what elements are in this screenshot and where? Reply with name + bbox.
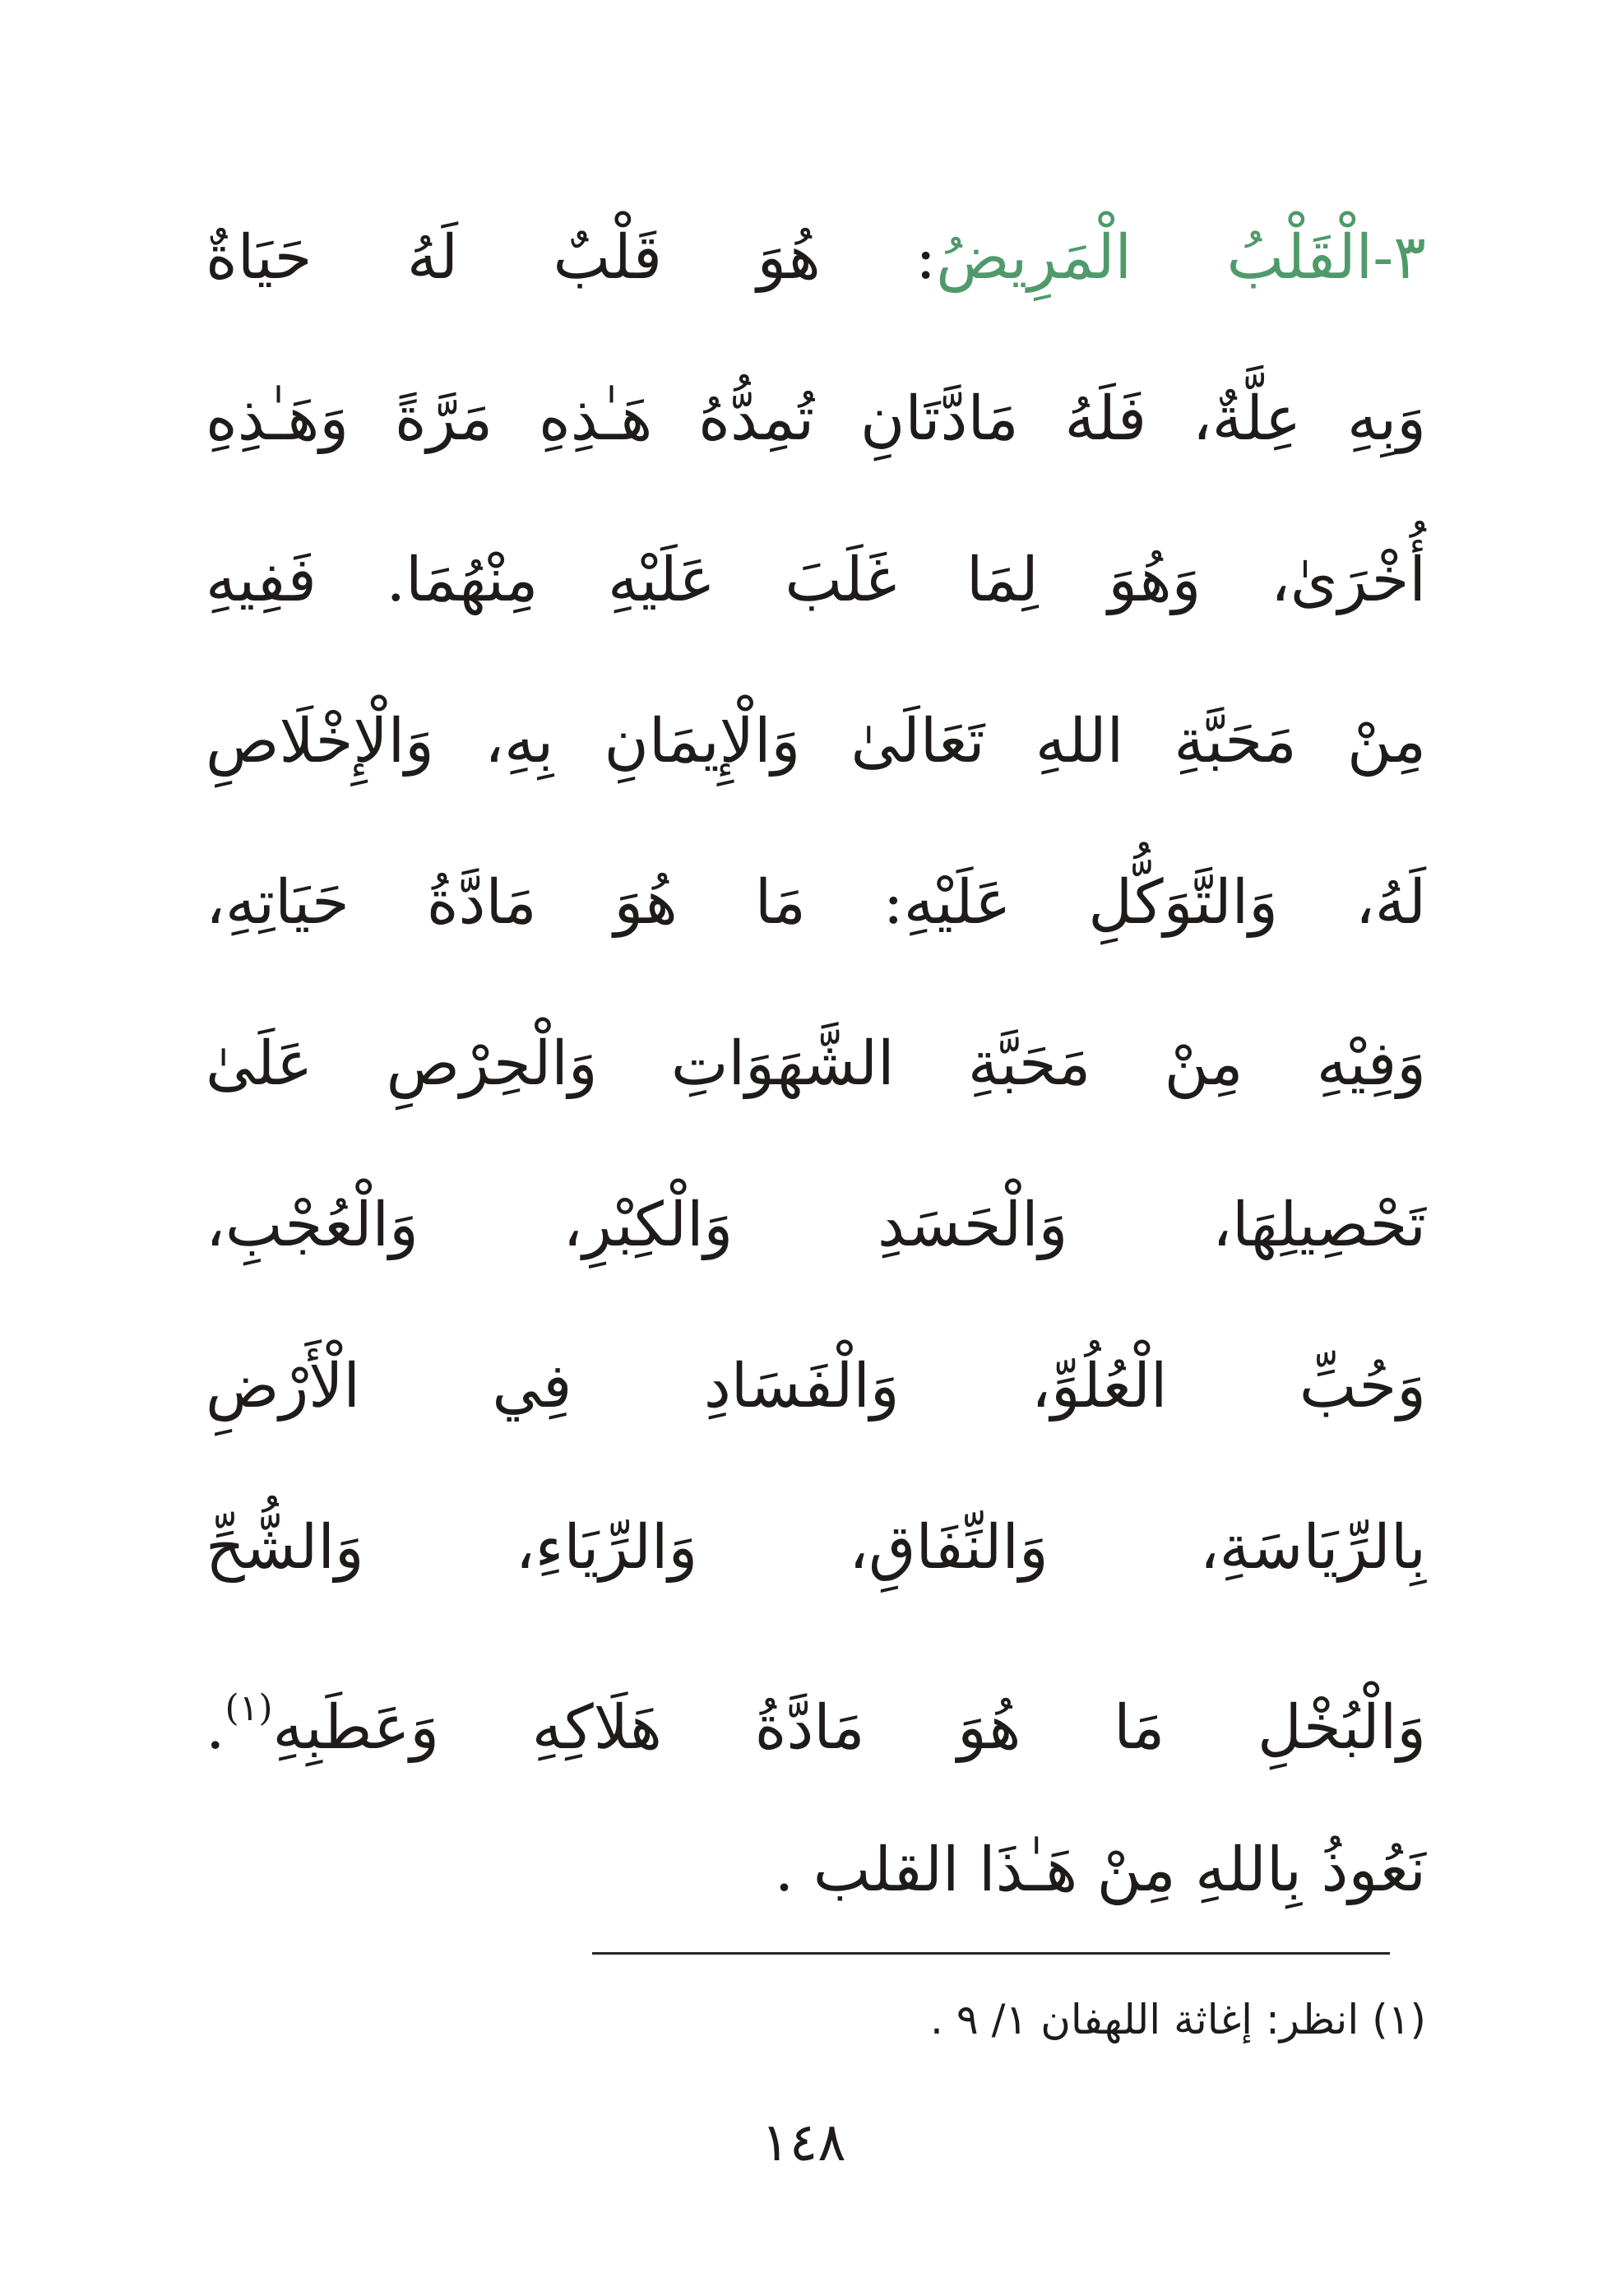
text-line-4: مِنْ مَحَبَّةِ اللهِ تَعَالَىٰ وَالْإِيمَانِ بِهِ، وَالْإِخْلَاصِ <box>206 706 1426 777</box>
text-line-10 <box>206 1628 1426 1789</box>
text-line-3: أُخْرَىٰ، وَهُوَ لِمَا غَلَبَ عَلَيْهِ مِنْهُمَا. فَفِيهِ <box>206 545 1426 615</box>
heading-term: الْقَلْبُ الْمَرِيضُ <box>936 222 1373 293</box>
footnote-text: (١) انظر: إغاثة اللهفان ١/ ٩ . <box>930 1996 1426 2043</box>
text-line-2: وَبِهِ عِلَّةٌ، فَلَهُ مَادَّتَانِ تُمِدُّهُ هَـٰذِهِ مَرَّةً وَهَـٰذِهِ <box>206 383 1426 454</box>
heading-number: ٣- <box>1373 222 1426 293</box>
text-line-6: وَفِيْهِ مِنْ مَحَبَّةِ الشَّهَوَاتِ وَالْحِرْصِ عَلَىٰ <box>206 1028 1426 1099</box>
text-line-10-body: وَالْبُخْلِ مَا هُوَ مَادَّةُ هَلَاكِهِ وَعَطَبِهِ <box>272 1692 1426 1763</box>
text-line-9: بِالرِّيَاسَةِ، وَالنِّفَاقِ، وَالرِّيَاءِ، وَالشُّحِّ <box>206 1512 1426 1583</box>
main-text-block <box>206 177 1426 1950</box>
text-line-7: تَحْصِيلِهَا، وَالْحَسَدِ وَالْكِبْرِ، وَالْعُجْبِ، <box>206 1190 1426 1260</box>
text-line-10-period: . <box>206 1692 225 1763</box>
footnote-divider <box>592 1952 1390 1955</box>
footnote-reference: (١) <box>225 1687 273 1729</box>
page-number: ١٤٨ <box>761 2113 846 2173</box>
text-line-11: نَعُوذُ بِاللهِ مِنْ هَـٰذَا القلب . <box>774 1834 1426 1905</box>
text-line-1 <box>206 177 1426 338</box>
text-line-1-rest: : هُوَ قَلْبٌ لَهُ حَيَاةٌ <box>206 222 937 293</box>
text-line-8: وَحُبِّ الْعُلُوِّ، وَالْفَسَادِ فِي الْأَرْضِ <box>206 1351 1426 1422</box>
text-line-5: لَهُ، وَالتَّوَكُّلِ عَلَيْهِ: مَا هُوَ مَادَّةُ حَيَاتِهِ، <box>206 867 1426 938</box>
